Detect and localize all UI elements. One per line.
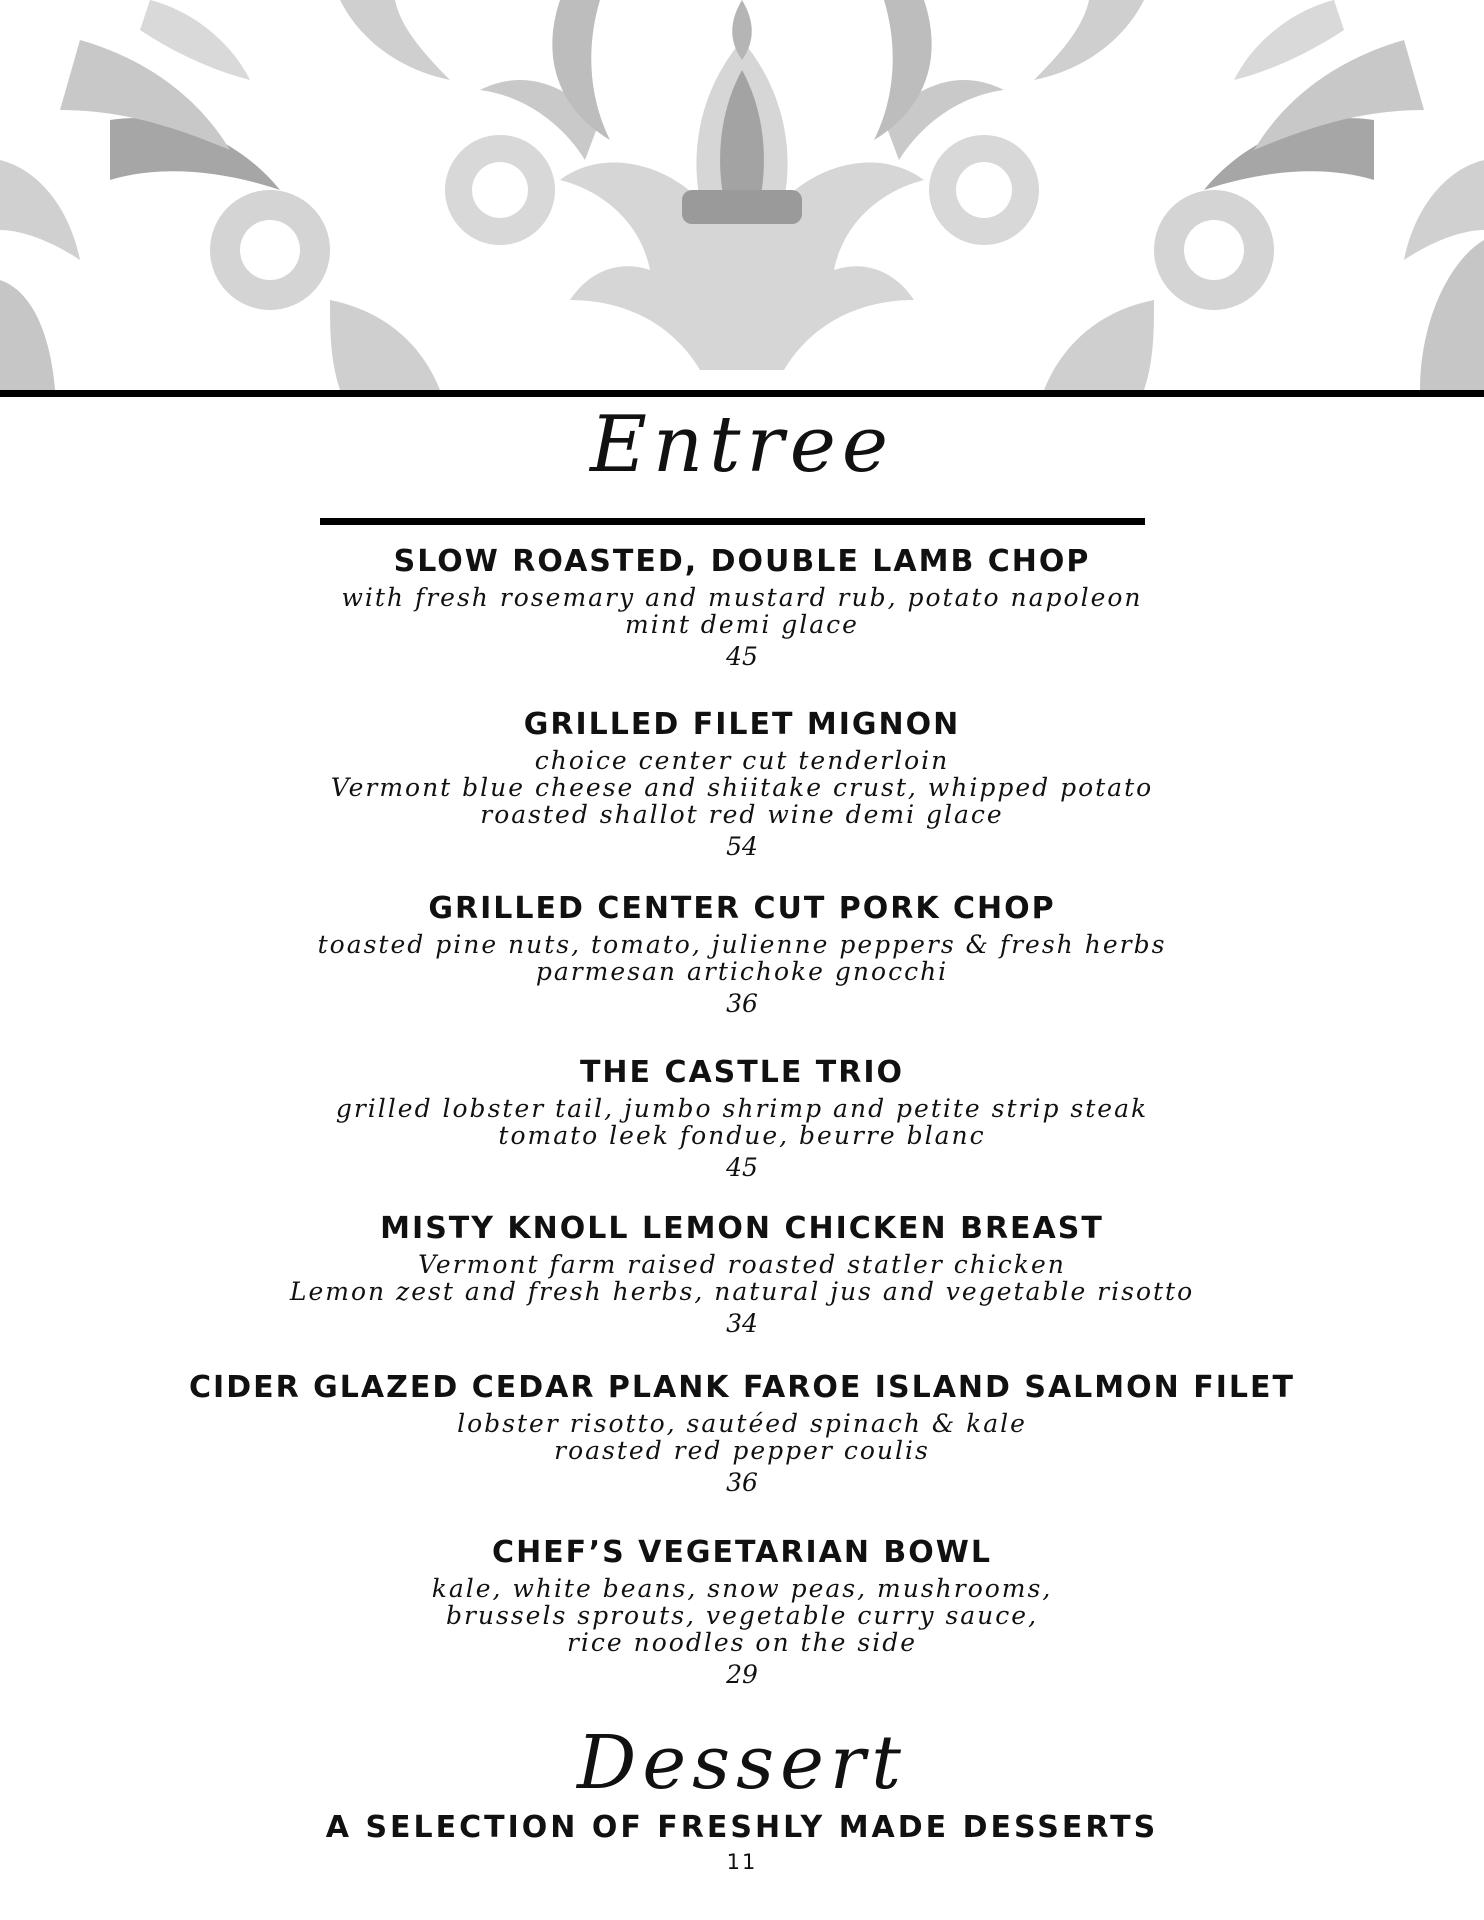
left-scroll-ornament: [0, 0, 555, 390]
item-name: CIDER GLAZED CEDAR PLANK FAROE ISLAND SALMON FILET: [189, 1370, 1295, 1405]
item-name: THE CASTLE TRIO: [579, 1055, 905, 1090]
dessert-heading: Dessert: [577, 1720, 907, 1806]
entree-heading: Entree: [589, 400, 895, 490]
item-price: 34: [726, 1309, 758, 1338]
menu-item: [0, 1531, 1484, 1694]
menu-item: [0, 1366, 1484, 1531]
item-description: grilled lobster tail, jumbo shrimp and petite strip steak: [335, 1094, 1149, 1123]
item-description: roasted red pepper coulis: [554, 1436, 930, 1465]
item-name: SLOW ROASTED, DOUBLE LAMB CHOP: [393, 544, 1091, 579]
item-description: Lemon zest and fresh herbs, natural jus and vegetable risotto: [289, 1277, 1195, 1306]
item-description: roasted shallot red wine demi glace: [480, 800, 1004, 829]
center-fleur-ornament: [480, 0, 1004, 370]
menu-item: [0, 540, 1484, 703]
item-name: MISTY KNOLL LEMON CHICKEN BREAST: [380, 1211, 1104, 1246]
damask-ornament-image: [0, 0, 1484, 392]
item-price: 36: [726, 1468, 758, 1497]
entree-menu: [0, 540, 1484, 1694]
menu-item: [0, 1051, 1484, 1207]
item-description: lobster risotto, sautéed spinach & kale: [457, 1409, 1027, 1438]
item-description: parmesan artichoke gnocchi: [535, 957, 949, 986]
menu-item: [0, 703, 1484, 887]
item-name: GRILLED FILET MIGNON: [523, 707, 961, 742]
dessert-section: [0, 1808, 1484, 1876]
item-price: 45: [726, 642, 758, 671]
item-description: mint demi glace: [625, 610, 859, 639]
menu-item: [0, 887, 1484, 1051]
item-price: 29: [726, 1660, 758, 1689]
item-description: with fresh rosemary and mustard rub, potato napoleon: [341, 583, 1143, 612]
item-description: Vermont farm raised roasted statler chicken: [418, 1250, 1066, 1279]
item-price: 36: [726, 989, 758, 1018]
item-description: choice center cut tenderloin: [534, 746, 950, 775]
item-description: toasted pine nuts, tomato, julienne peppers & fresh herbs: [317, 930, 1167, 959]
item-description: kale, white beans, snow peas, mushrooms,: [431, 1574, 1053, 1603]
dessert-price: 11: [726, 1850, 758, 1874]
item-description: Vermont blue cheese and shiitake crust, whipped potato: [330, 773, 1154, 802]
item-name: CHEF’S VEGETARIAN BOWL: [492, 1535, 992, 1570]
item-name: GRILLED CENTER CUT PORK CHOP: [428, 891, 1056, 926]
entree-heading-rule: [320, 518, 1145, 525]
right-scroll-ornament: [929, 0, 1484, 390]
item-description: brussels sprouts, vegetable curry sauce,: [445, 1601, 1039, 1630]
item-description: rice noodles on the side: [566, 1628, 918, 1657]
dessert-name: A SELECTION OF FRESHLY MADE DESSERTS: [325, 1810, 1159, 1845]
item-price: 54: [726, 832, 758, 861]
menu-item: [0, 1207, 1484, 1366]
item-description: tomato leek fondue, beurre blanc: [498, 1121, 986, 1150]
damask-banner: [0, 0, 1484, 392]
banner-divider: [0, 390, 1484, 397]
item-price: 45: [726, 1153, 758, 1182]
